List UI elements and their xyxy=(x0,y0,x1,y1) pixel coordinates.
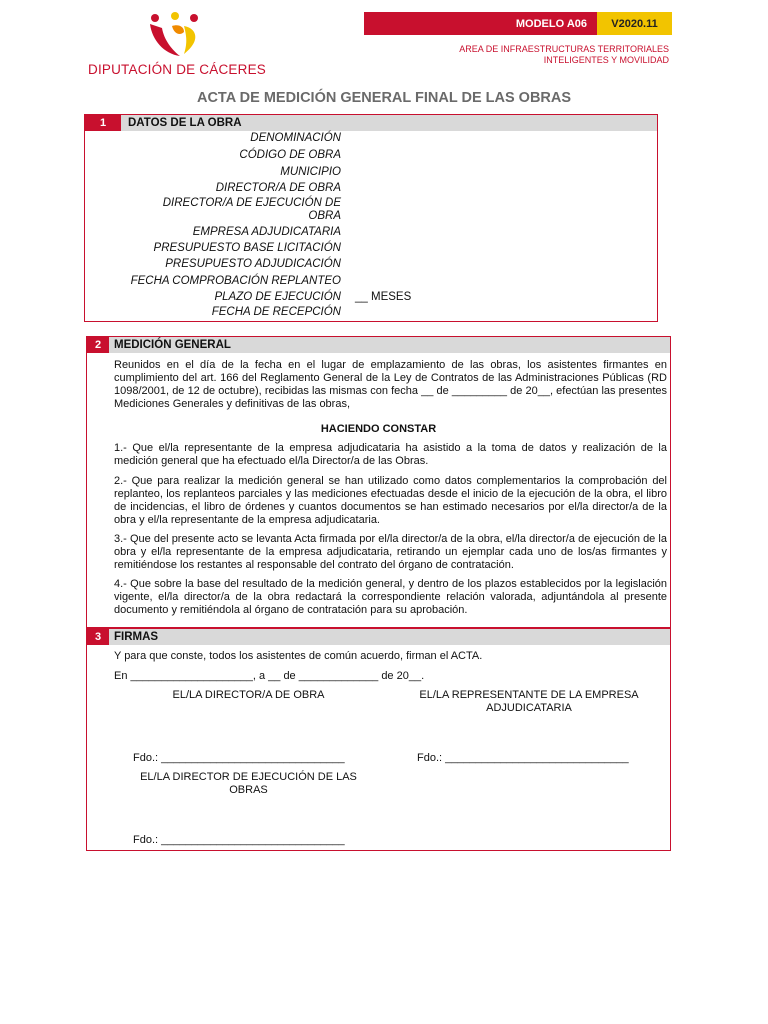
document-title: ACTA DE MEDICIÓN GENERAL FINAL DE LAS OBRAS xyxy=(196,90,572,106)
sig-representante-title-l1: EL/LA REPRESENTANTE DE LA EMPRESA xyxy=(419,689,639,701)
field-label-director-ejecucion-l2: OBRA xyxy=(308,210,341,222)
field-label-presupuesto-adj: PRESUPUESTO ADJUDICACIÓN xyxy=(165,258,341,270)
section-title: FIRMAS xyxy=(114,631,159,643)
logo-text: DIPUTACIÓN DE CÁCERES xyxy=(88,62,266,77)
sig-director-obra-title: EL/LA DIRECTOR/A DE OBRA xyxy=(172,689,325,701)
list-item: 3.- Que del presente acto se levanta Acta firmada por el/la director/a de la obra, el/la director/a de ejecución de la obra y el/la representante de la empresa adjudicataria, retirando un ejemplar cada uno de los/as firmantes y remitiéndose los restantes al responsable del contrato del órgano de contratación. xyxy=(114,533,667,571)
sig-representante-title xyxy=(401,689,657,715)
section-number: 2 xyxy=(87,337,109,353)
sig-representante-title-l2: ADJUDICATARIA xyxy=(486,702,572,714)
field-label-municipio: MUNICIPIO xyxy=(280,166,341,178)
area-line-1: AREA DE INFRAESTRUCTURAS TERRITORIALES xyxy=(459,44,669,54)
sig-director-ejecucion-title-l2: OBRAS xyxy=(229,784,268,796)
fdo-director-obra[interactable]: Fdo.: ______________________________ xyxy=(133,752,345,764)
logo-emblem-icon xyxy=(88,10,268,62)
field-label-denominacion: DENOMINACIÓN xyxy=(250,132,341,144)
fdo-representante[interactable]: Fdo.: ______________________________ xyxy=(417,752,629,764)
intro-paragraph: Reunidos en el día de la fecha en el lugar de emplazamiento de las obras, los asistentes firmantes en cumplimiento del art. 166 del Reglamento General de la Ley de Contratos de las Administraciones Públicas (RD 1098/2001, de 12 de octubre), recibidas las mismas con fecha __ de _________ de 20__, efectúan las presentes Mediciones Generales y definitivas de las obras, xyxy=(114,359,667,410)
field-label-empresa: EMPRESA ADJUDICATARIA xyxy=(192,226,341,238)
section-title: MEDICIÓN GENERAL xyxy=(114,339,231,351)
conste-text: Y para que conste, todos los asistentes de común acuerdo, firman el ACTA. xyxy=(114,650,483,662)
field-label-recepcion: FECHA DE RECEPCIÓN xyxy=(211,306,341,318)
field-label-codigo: CÓDIGO DE OBRA xyxy=(239,149,341,161)
list-item: 2.- Que para realizar la medición general se han utilizado como datos complementarios la comprobación del replanteo, los replanteos parciales y las mediciones efectuadas desde el inicio de la ejecución de la obra, el libro de incidencias, el libro de órdenes y cuantos documentos se han estimado necesarios por el/la director/a de la obra y el/la representante de la empresa adjudicataria. xyxy=(114,475,667,526)
section-title: DATOS DE LA OBRA xyxy=(128,117,242,129)
field-label-replanteo: FECHA COMPROBACIÓN REPLANTEO xyxy=(130,275,341,287)
field-label-plazo: PLAZO DE EJECUCIÓN xyxy=(214,291,341,303)
section-medicion-general xyxy=(86,336,671,628)
sig-director-ejecucion-title xyxy=(127,771,370,797)
area-text xyxy=(459,44,669,66)
version-label: V2020.11 xyxy=(597,12,672,35)
lugar-fecha-line[interactable]: En ____________________, a __ de _____________ de 20__. xyxy=(114,670,425,682)
field-label-director: DIRECTOR/A DE OBRA xyxy=(215,182,341,194)
modelo-label: MODELO A06 xyxy=(364,12,597,35)
modelo-bar xyxy=(364,12,672,35)
section-number: 1 xyxy=(85,115,121,131)
section-datos-obra xyxy=(84,114,658,322)
list-item: 1.- Que el/la representante de la empresa adjudicataria ha asistido a la toma de datos y realización de la medición general que ha efectuado el/la Director/a de las Obras. xyxy=(114,442,667,467)
haciendo-constar-heading: HACIENDO CONSTAR xyxy=(320,423,437,435)
fdo-director-ejecucion[interactable]: Fdo.: ______________________________ xyxy=(133,834,345,846)
area-line-2: INTELIGENTES Y MOVILIDAD xyxy=(543,55,669,65)
field-label-director-ejecucion xyxy=(163,197,341,223)
sig-director-ejecucion-title-l1: EL/LA DIRECTOR DE EJECUCIÓN DE LAS xyxy=(140,771,357,783)
field-label-presupuesto-base: PRESUPUESTO BASE LICITACIÓN xyxy=(153,242,341,254)
diputacion-logo xyxy=(88,10,268,76)
section-firmas xyxy=(86,628,671,851)
field-value-plazo[interactable]: __ MESES xyxy=(355,291,412,303)
section-header xyxy=(87,629,670,645)
section-number: 3 xyxy=(87,629,109,645)
field-label-director-ejecucion-l1: DIRECTOR/A DE EJECUCIÓN DE xyxy=(162,197,341,209)
list-item: 4.- Que sobre la base del resultado de la medición general, y dentro de los plazos establecidos por la legislación vigente, el/la director/a de la obra redactará la correspondiente relación valorada, adjuntándola al presente documento y remitiéndola al órgano de contratación para su aprobación. xyxy=(114,578,667,616)
